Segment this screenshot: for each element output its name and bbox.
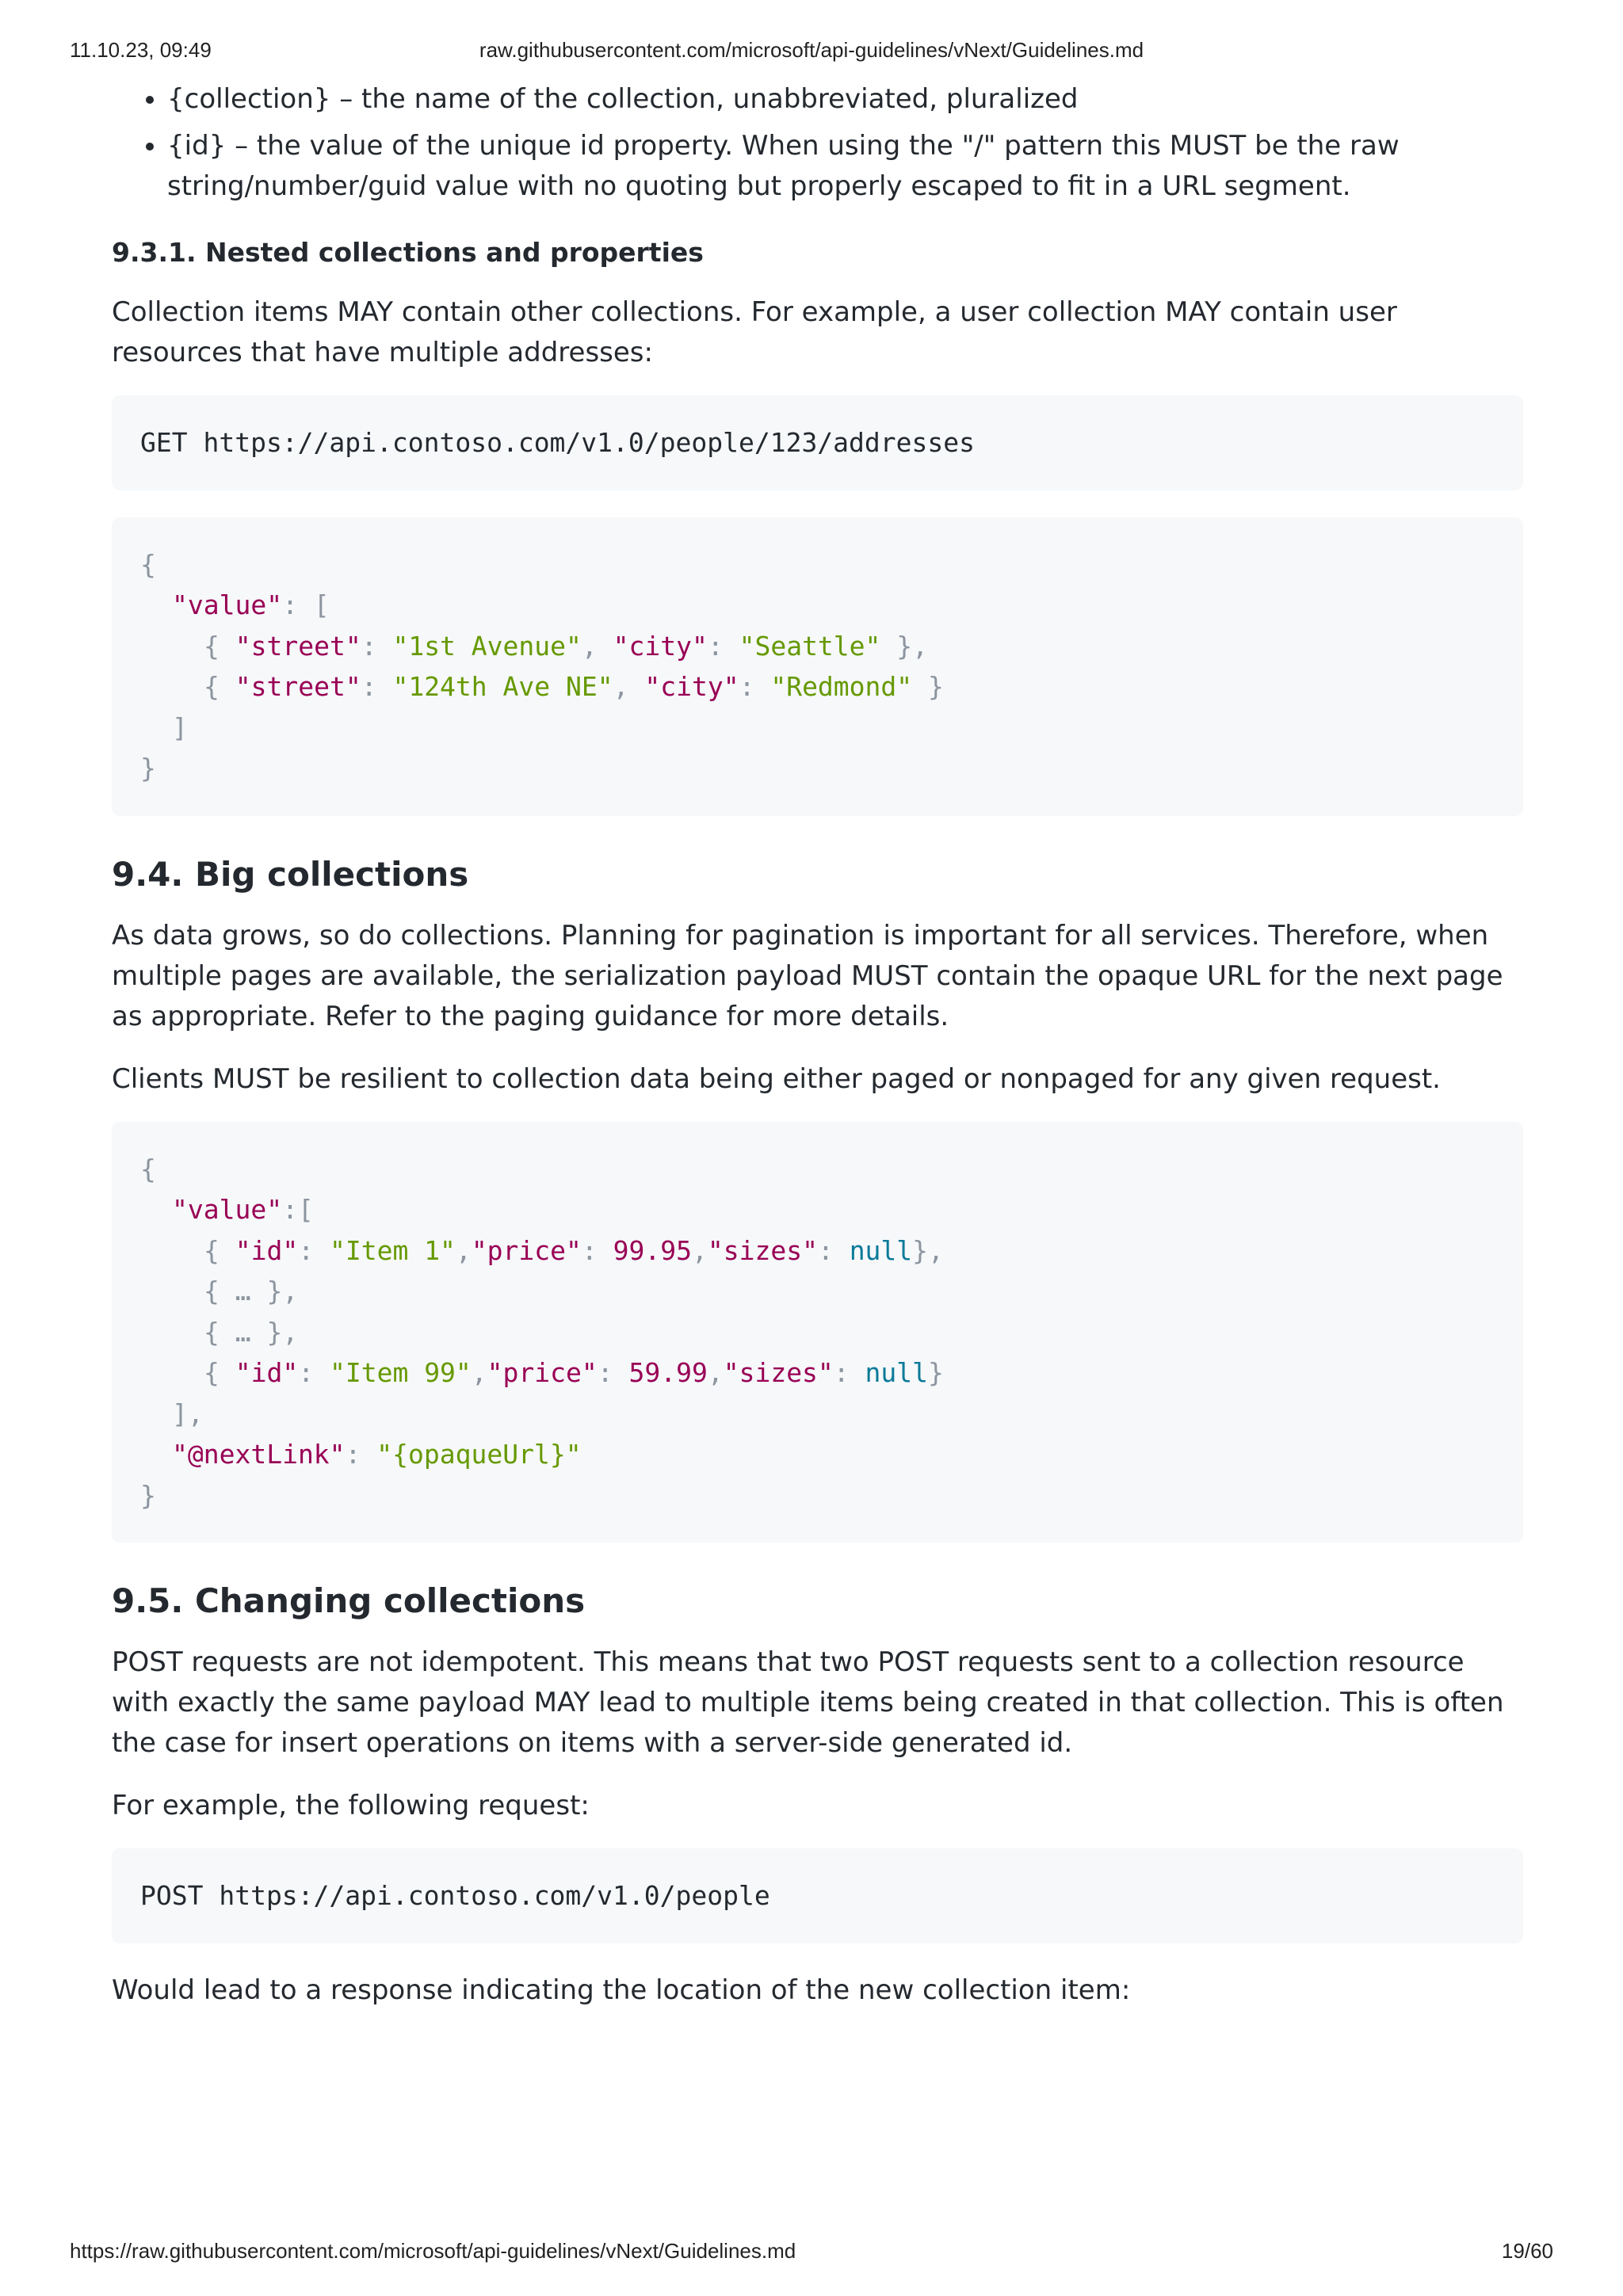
paragraph: Would lead to a response indicating the location of the new collection item: bbox=[112, 1974, 1131, 2006]
print-page-title: raw.githubusercontent.com/microsoft/api-guidelines/vNext/Guidelines.md bbox=[479, 38, 1144, 62]
paragraph: Collection items MAY contain other collections. For example, a user collection MAY contain user resources that have multiple addresses: bbox=[112, 296, 1397, 368]
print-date: 11.10.23, 09:49 bbox=[70, 38, 212, 62]
paragraph: For example, the following request: bbox=[112, 1790, 590, 1821]
code-block-request: GET https://api.contoso.com/v1.0/people/123/addresses bbox=[112, 395, 1523, 490]
list-item: • {collection} – the name of the collection, unabbreviated, pluralized bbox=[167, 79, 1523, 120]
code-block-json: { "value": [ { "street": "1st Avenue", "city": "Seattle" }, { "street": "124th Ave NE", "city": "Redmond" } ] } bbox=[112, 517, 1523, 816]
code-block-request: POST https://api.contoso.com/v1.0/people bbox=[112, 1848, 1523, 1943]
code-block-json: { "value":[ { "id": "Item 1","price": 99.95,"sizes": null}, { … }, { … }, { "id": "Item 99","price": 59.99,"sizes": null} ], "@nextLink": "{opaqueUrl}" } bbox=[112, 1122, 1523, 1543]
section-heading-9-5: 9.5. Changing collections bbox=[112, 1581, 586, 1620]
paragraph: POST requests are not idempotent. This means that two POST requests sent to a collection resource with exactly the same payload MAY lead to multiple items being created in that collection. This is often the case for insert operations on items with a server-side generated id. bbox=[112, 1646, 1504, 1759]
print-url: https://raw.githubusercontent.com/microsoft/api-guidelines/vNext/Guidelines.md bbox=[70, 2239, 796, 2263]
bullet-list bbox=[112, 79, 1523, 207]
section-heading-9-3-1: 9.3.1. Nested collections and properties bbox=[112, 237, 704, 268]
page-number: 19/60 bbox=[1501, 2239, 1553, 2263]
paragraph: Clients MUST be resilient to collection data being either paged or nonpaged for any given request. bbox=[112, 1062, 1441, 1095]
list-item: • {id} – the value of the unique id property. When using the "/" pattern this MUST be the raw string/number/guid value with no quoting but properly escaped to fit in a URL segment. bbox=[167, 126, 1523, 207]
paragraph: As data grows, so do collections. Planning for pagination is important for all services. Therefore, when multiple pages are available, the serialization payload MUST contain the opaque URL for the next page as appropriate. Refer to the paging guidance for more details. bbox=[112, 919, 1503, 1032]
section-heading-9-4: 9.4. Big collections bbox=[112, 854, 469, 894]
document-content bbox=[112, 79, 1523, 2033]
